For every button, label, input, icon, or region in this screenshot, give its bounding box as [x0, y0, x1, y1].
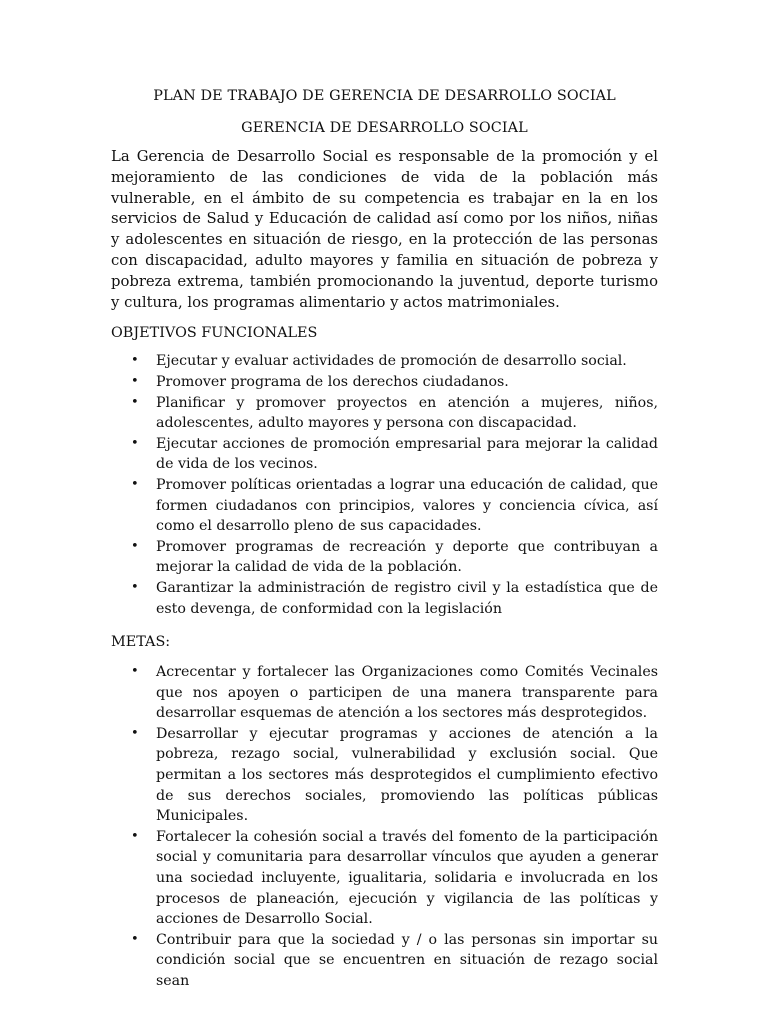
- bullet-icon: •: [131, 373, 139, 389]
- document-subtitle: GERENCIA DE DESARROLLO SOCIAL: [241, 120, 528, 136]
- bullet-icon: •: [131, 931, 139, 947]
- list-item: [111, 578, 658, 619]
- bullet-icon: •: [131, 435, 139, 451]
- objetivos-list: [111, 351, 658, 619]
- list-item-text: Promover políticas orientadas a lograr una educación de calidad, que formen ciudadanos con principios, valores y conciencia cívica, así como el desarrollo pleno de sus capacidades.: [156, 476, 658, 535]
- list-item-text: Promover programas de recreación y deporte que contribuyan a mejorar la calidad de vida de la población.: [156, 538, 658, 576]
- bullet-icon: •: [131, 538, 139, 554]
- metas-list: [111, 662, 658, 992]
- bullet-icon: •: [131, 394, 139, 410]
- list-item: [111, 827, 658, 930]
- document-title: PLAN DE TRABAJO DE GERENCIA DE DESARROLLO SOCIAL: [153, 88, 616, 104]
- list-item: [111, 475, 658, 537]
- list-item: [111, 537, 658, 578]
- bullet-icon: •: [131, 725, 139, 741]
- list-item-text: Ejecutar acciones de promoción empresarial para mejorar la calidad de vida de los vecinos.: [156, 435, 658, 473]
- bullet-icon: •: [131, 353, 139, 369]
- list-item: [111, 724, 658, 827]
- list-item: [111, 351, 658, 372]
- list-item-text: Ejecutar y evaluar actividades de promoción de desarrollo social.: [156, 353, 627, 370]
- list-item-text: Contribuir para que la sociedad y / o las personas sin importar su condición social que se encuentren en situación de rezago social sean: [156, 931, 658, 989]
- list-item-text: Garantizar la administración de registro civil y la estadística que de esto devenga, de conformidad con la legislación: [156, 579, 658, 617]
- list-item-text: Acrecentar y fortalecer las Organizaciones como Comités Vecinales que nos apoyen o participen de una manera transparente para desarrollar esquemas de atención a los sectores más desprotegidos.: [156, 664, 658, 722]
- list-item: [111, 434, 658, 475]
- metas-heading: METAS:: [111, 634, 171, 651]
- bullet-icon: •: [131, 828, 139, 844]
- list-item-text: Fortalecer la cohesión social a través del fomento de la participación social y comunitaria para desarrollar vínculos que ayuden a generar una sociedad incluyente, igualitaria, solidaria e involucrada en los procesos de planeación, ejecución y vigilancia de las políticas y acciones de Desarrollo Social.: [156, 828, 658, 928]
- document-page: [111, 80, 658, 992]
- intro-paragraph: La Gerencia de Desarrollo Social es responsable de la promoción y el mejoramiento de las condiciones de vida de la población más vulnerable, en el ámbito de su competencia es trabajar en la en los servicios de Salud y Educación de calidad así como por los niños, niñas y adolescentes en situación de riesgo, en la protección de las personas con discapacidad, adulto mayores y familia en situación de pobreza y pobreza extrema, también promocionando la juventud, deporte turismo y cultura, los programas alimentario y actos matrimoniales.: [111, 148, 658, 311]
- objetivos-heading: OBJETIVOS FUNCIONALES: [111, 325, 318, 342]
- bullet-icon: •: [131, 579, 139, 595]
- list-item: [111, 930, 658, 992]
- list-item: [111, 372, 658, 393]
- bullet-icon: •: [131, 476, 139, 492]
- list-item: [111, 393, 658, 434]
- list-item-text: Promover programa de los derechos ciudadanos.: [156, 373, 509, 390]
- list-item: [111, 662, 658, 724]
- list-item-text: Planificar y promover proyectos en atención a mujeres, niños, adolescentes, adulto mayores y persona con discapacidad.: [156, 394, 658, 432]
- list-item-text: Desarrollar y ejecutar programas y acciones de atención a la pobreza, rezago social, vulnerabilidad y exclusión social. Que permitan a los sectores más desprotegidos el cumplimiento efectivo de sus derechos sociales, promoviendo las políticas públicas Municipales.: [156, 725, 658, 825]
- bullet-icon: •: [131, 664, 139, 680]
